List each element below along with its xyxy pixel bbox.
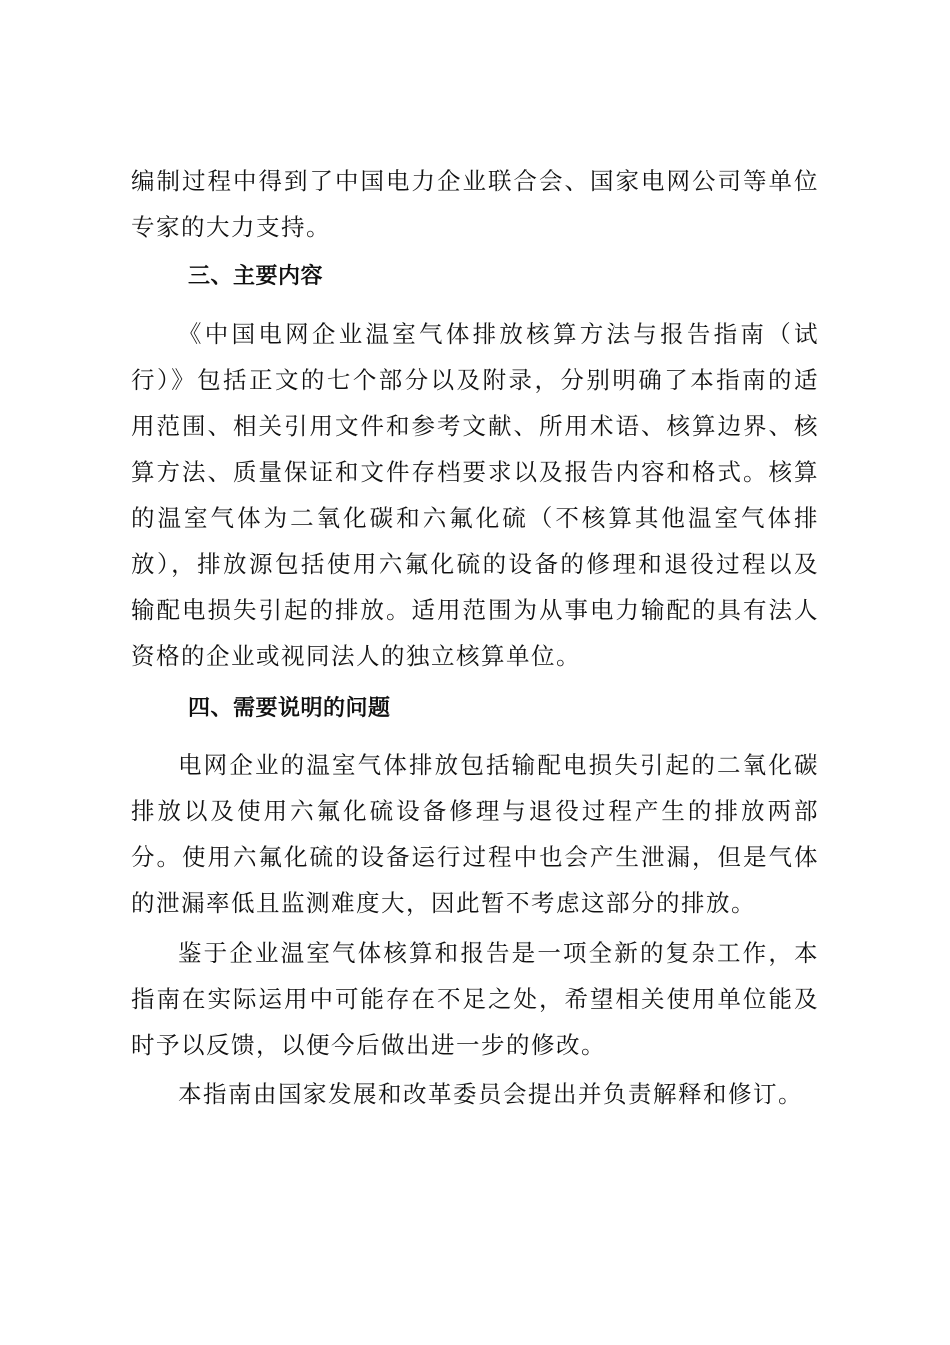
section-heading-main-content: 三、主要内容: [188, 264, 324, 289]
notes-paragraph-responsibility: 本指南由国家发展和改革委员会提出并负责解释和修订。: [178, 1080, 803, 1108]
notes-paragraph-feedback: 鉴于企业温室气体核算和报告是一项全新的复杂工作，本指南在实际运用中可能存在不足之处，希望相关使用单位能及时予以反馈，以便今后做出进一步的修改。: [131, 939, 819, 1059]
section-heading-notes: 四、需要说明的问题: [188, 696, 391, 721]
notes-paragraph-emissions: 电网企业的温室气体排放包括输配电损失引起的二氧化碳排放以及使用六氟化硫设备修理与退役过程产生的排放两部分。使用六氟化硫的设备运行过程中也会产生泄漏，但是气体的泄漏率低且监测难度大，因此暂不考虑这部分的排放。: [131, 751, 819, 917]
main-content-paragraph: 《中国电网企业温室气体排放核算方法与报告指南（试行）》包括正文的七个部分以及附录，分别明确了本指南的适用范围、相关引用文件和参考文献、所用术语、核算边界、核算方法、质量保证和文件存档要求以及报告内容和格式。核算的温室气体为二氧化碳和六氟化硫（不核算其他温室气体排放），排放源包括使用六氟化硫的设备的修理和退役过程以及输配电损失引起的排放。适用范围为从事电力输配的具有法人资格的企业或视同法人的独立核算单位。: [131, 320, 819, 670]
intro-paragraph: 编制过程中得到了中国电力企业联合会、国家电网公司等单位专家的大力支持。: [131, 167, 819, 241]
